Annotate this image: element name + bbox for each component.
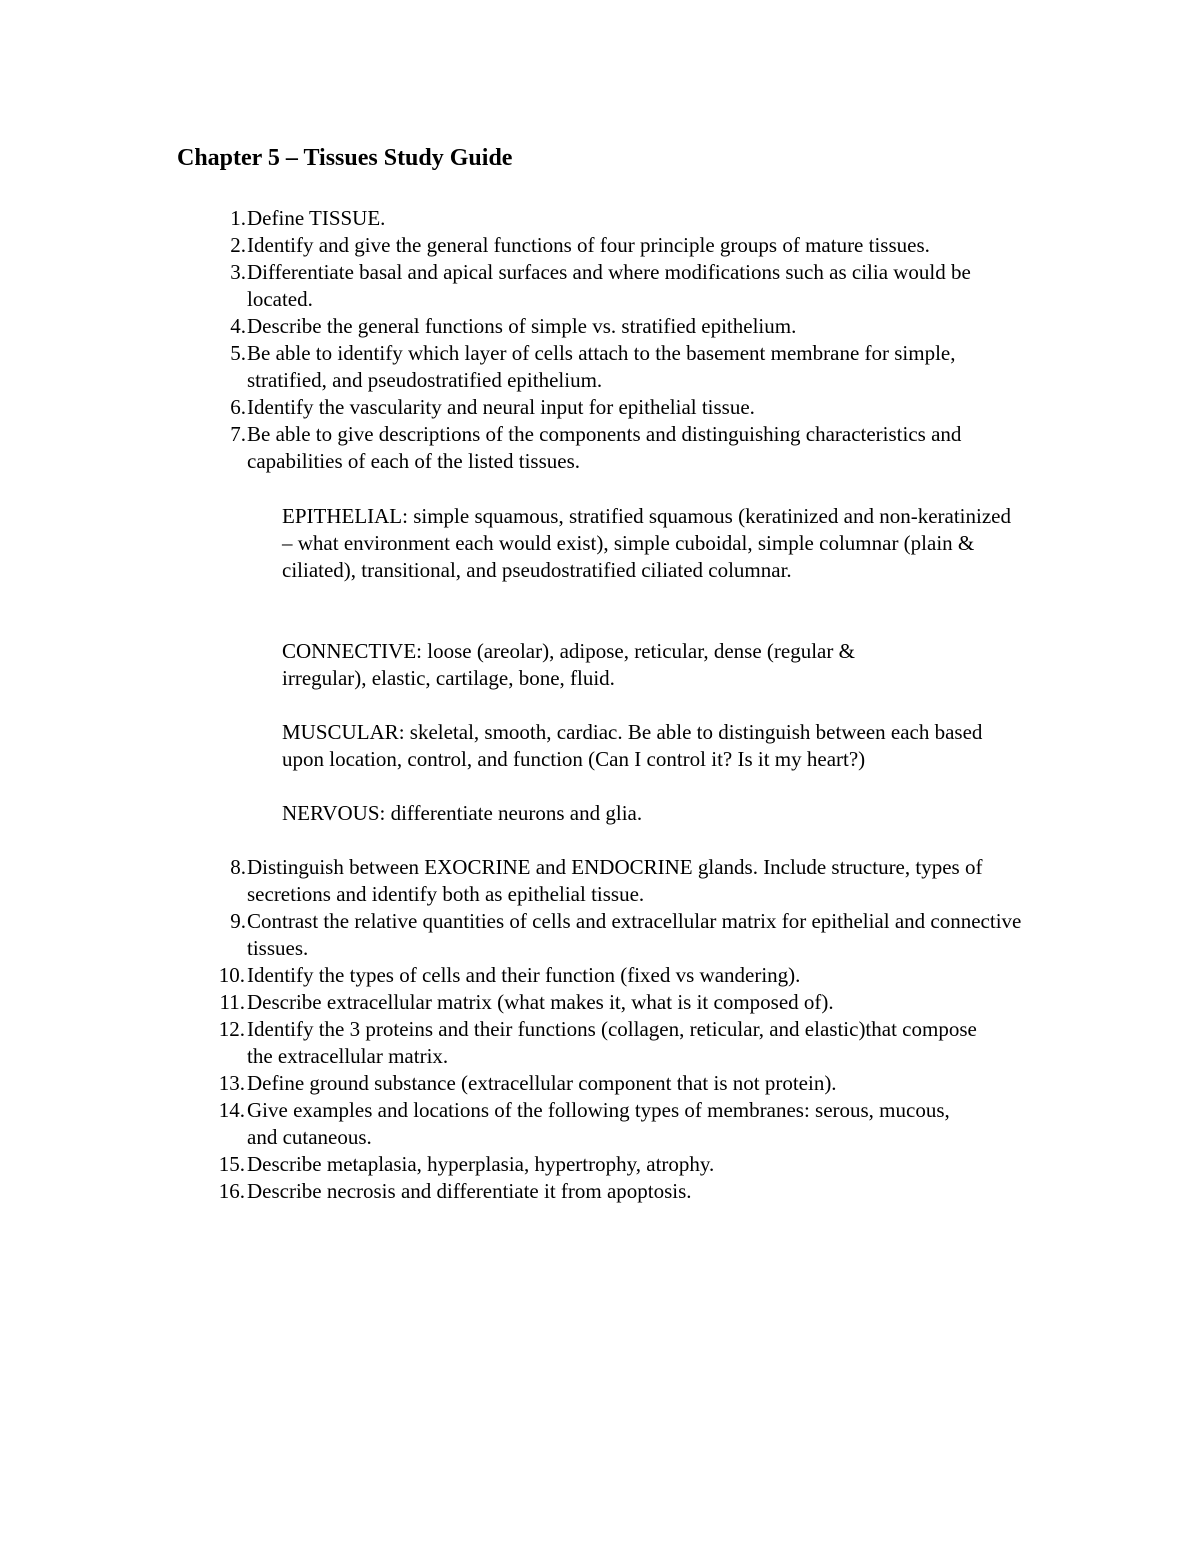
list-item — [208, 1097, 968, 1151]
list-item — [208, 854, 1008, 908]
list-item — [208, 340, 998, 394]
list-item-text: Describe the general functions of simple vs. stratified epithelium. — [247, 314, 797, 338]
list-item — [208, 962, 1028, 989]
list-item-number: 5. — [230, 341, 246, 365]
list-item-number: 1. — [230, 206, 246, 230]
list-item-text: Describe metaplasia, hyperplasia, hypertrophy, atrophy. — [247, 1152, 715, 1176]
list-item-number: 7. — [230, 422, 246, 446]
list-item-number: 14. — [218, 1098, 245, 1122]
list-item-number: 2. — [230, 233, 246, 257]
list-item-text: Describe necrosis and differentiate it from apoptosis. — [247, 1179, 692, 1203]
list-item-text: Differentiate basal and apical surfaces and where modifications such as cilia would be located. — [247, 260, 971, 311]
list-item — [208, 232, 1028, 259]
list-item — [208, 421, 1028, 475]
list-item — [208, 989, 1028, 1016]
list-item — [208, 259, 998, 313]
list-item-text: Distinguish between EXOCRINE and ENDOCRINE glands. Include structure, types of secretions and identify both as epithelial tissue. — [247, 855, 983, 906]
list-item-number: 8. — [230, 855, 246, 879]
list-item-text: Describe extracellular matrix (what makes it, what is it composed of). — [247, 990, 834, 1014]
list-item-text: Identify the types of cells and their function (fixed vs wandering). — [247, 963, 801, 987]
list-item-text: Be able to give descriptions of the components and distinguishing characteristics and capabilities of each of the listed tissues. — [247, 422, 962, 473]
list-item — [208, 908, 1028, 962]
list-item-number: 6. — [230, 395, 246, 419]
list-item-number: 4. — [230, 314, 246, 338]
list-item-number: 10. — [218, 963, 245, 987]
list-item-text: Identify the vascularity and neural input for epithelial tissue. — [247, 395, 755, 419]
list-item-text: Be able to identify which layer of cells attach to the basement membrane for simple, stratified, and pseudostratified epithelium. — [247, 341, 956, 392]
list-item-text: Identify the 3 proteins and their functions (collagen, reticular, and elastic)that compose the extracellular matrix. — [247, 1017, 977, 1068]
list-item-text: Define ground substance (extracellular component that is not protein). — [247, 1071, 837, 1095]
list-item-number: 9. — [230, 909, 246, 933]
list-item — [208, 205, 1028, 232]
list-item-text: Identify and give the general functions of four principle groups of mature tissues. — [247, 233, 930, 257]
list-item — [208, 394, 1028, 421]
list-item — [208, 1070, 1028, 1097]
list-item-text: Define TISSUE. — [247, 206, 386, 230]
list-item — [208, 1151, 1028, 1178]
epithelial-tissues: EPITHELIAL: simple squamous, stratified squamous (keratinized and non-keratinized – what environment each would exist), simple cuboidal, simple columnar (plain & ciliated), transitional, and pseudostratified ciliated columnar. — [282, 504, 1011, 582]
nervous-tissues: NERVOUS: differentiate neurons and glia. — [282, 801, 643, 825]
list-item-text: Give examples and locations of the following types of membranes: serous, mucous, and cutaneous. — [247, 1098, 950, 1149]
muscular-tissues: MUSCULAR: skeletal, smooth, cardiac. Be able to distinguish between each based upon location, control, and function (Can I control it? Is it my heart?) — [282, 720, 983, 771]
list-item-number: 12. — [218, 1017, 245, 1041]
list-item-number: 11. — [219, 990, 245, 1014]
page-title: Chapter 5 – Tissues Study Guide — [177, 145, 513, 171]
list-item-number: 3. — [230, 260, 246, 284]
list-item-number: 13. — [218, 1071, 245, 1095]
list-item-text: Contrast the relative quantities of cells and extracellular matrix for epithelial and connective tissues. — [247, 909, 1022, 960]
list-item — [208, 313, 1028, 340]
list-item-number: 15. — [218, 1152, 245, 1176]
list-item — [208, 1178, 1028, 1205]
connective-tissues: CONNECTIVE: loose (areolar), adipose, reticular, dense (regular & irregular), elastic, cartilage, bone, fluid. — [282, 639, 855, 690]
list-item-number: 16. — [218, 1179, 245, 1203]
list-item — [208, 1016, 998, 1070]
